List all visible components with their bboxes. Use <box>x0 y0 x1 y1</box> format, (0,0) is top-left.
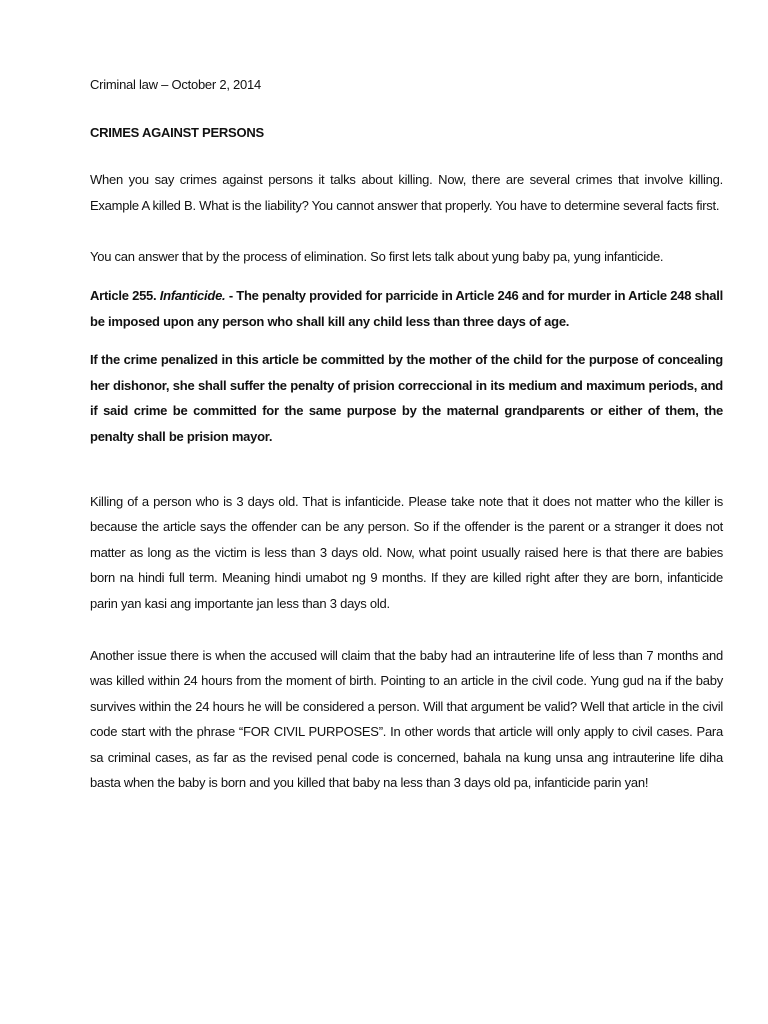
discussion-paragraph-1: Killing of a person who is 3 days old. That is infanticide. Please take note that it does not matter who the killer is because the article says the offender can be any person. So if the offender is the parent or a stranger it does not matter as long as the victim is less than 3 days old. Now, what point usually raised here is that there are babies born na hindi full term. Meaning hindi umabot ng 9 months. If they are killed right after they are born, infanticide parin yan kasi ang importante jan less than 3 days old. <box>90 493 723 611</box>
document-body <box>90 72 723 796</box>
document-header: Criminal law – October 2, 2014 <box>90 77 261 92</box>
article-text: - The penalty provided for parricide in Article 246 and for murder in Article 248 shall be imposed upon any person who shall kill any child less than three days of age. <box>90 287 723 329</box>
article-title: Infanticide. <box>159 287 226 303</box>
article-255-second-paragraph: If the crime penalized in this article be committed by the mother of the child for the purpose of concealing her dishonor, she shall suffer the penalty of prision correccional in its medium and maximum periods, and if said crime be committed for the same purpose by the maternal grandparents or either of them, the penalty shall be prision mayor. <box>90 352 723 444</box>
section-title: CRIMES AGAINST PERSONS <box>90 124 264 140</box>
discussion-paragraph-2: Another issue there is when the accused will claim that the baby had an intrauterine life of less than 7 months and was killed within 24 hours from the moment of birth. Pointing to an article in the civil code. Yung gud na if the baby survives within the 24 hours he will be considered a person. Will that argument be valid? Well that article in the civil code start with the phrase “FOR CIVIL PURPOSES”. In other words that article will only apply to civil cases. Para sa criminal cases, as far as the revised penal code is concerned, bahala na kung unsa ang intrauterine life diha basta when the baby is born and you killed that baby na less than 3 days old pa, infanticide parin yan! <box>90 647 723 791</box>
article-255-paragraph <box>90 283 723 334</box>
intro-paragraph: When you say crimes against persons it talks about killing. Now, there are several crimes that involve killing. Example A killed B. What is the liability? You cannot answer that properly. You have to determine several facts first. <box>90 172 723 213</box>
elimination-paragraph: You can answer that by the process of elimination. So first lets talk about yung baby pa, yung infanticide. <box>90 249 664 265</box>
article-number: Article 255. <box>90 287 157 303</box>
